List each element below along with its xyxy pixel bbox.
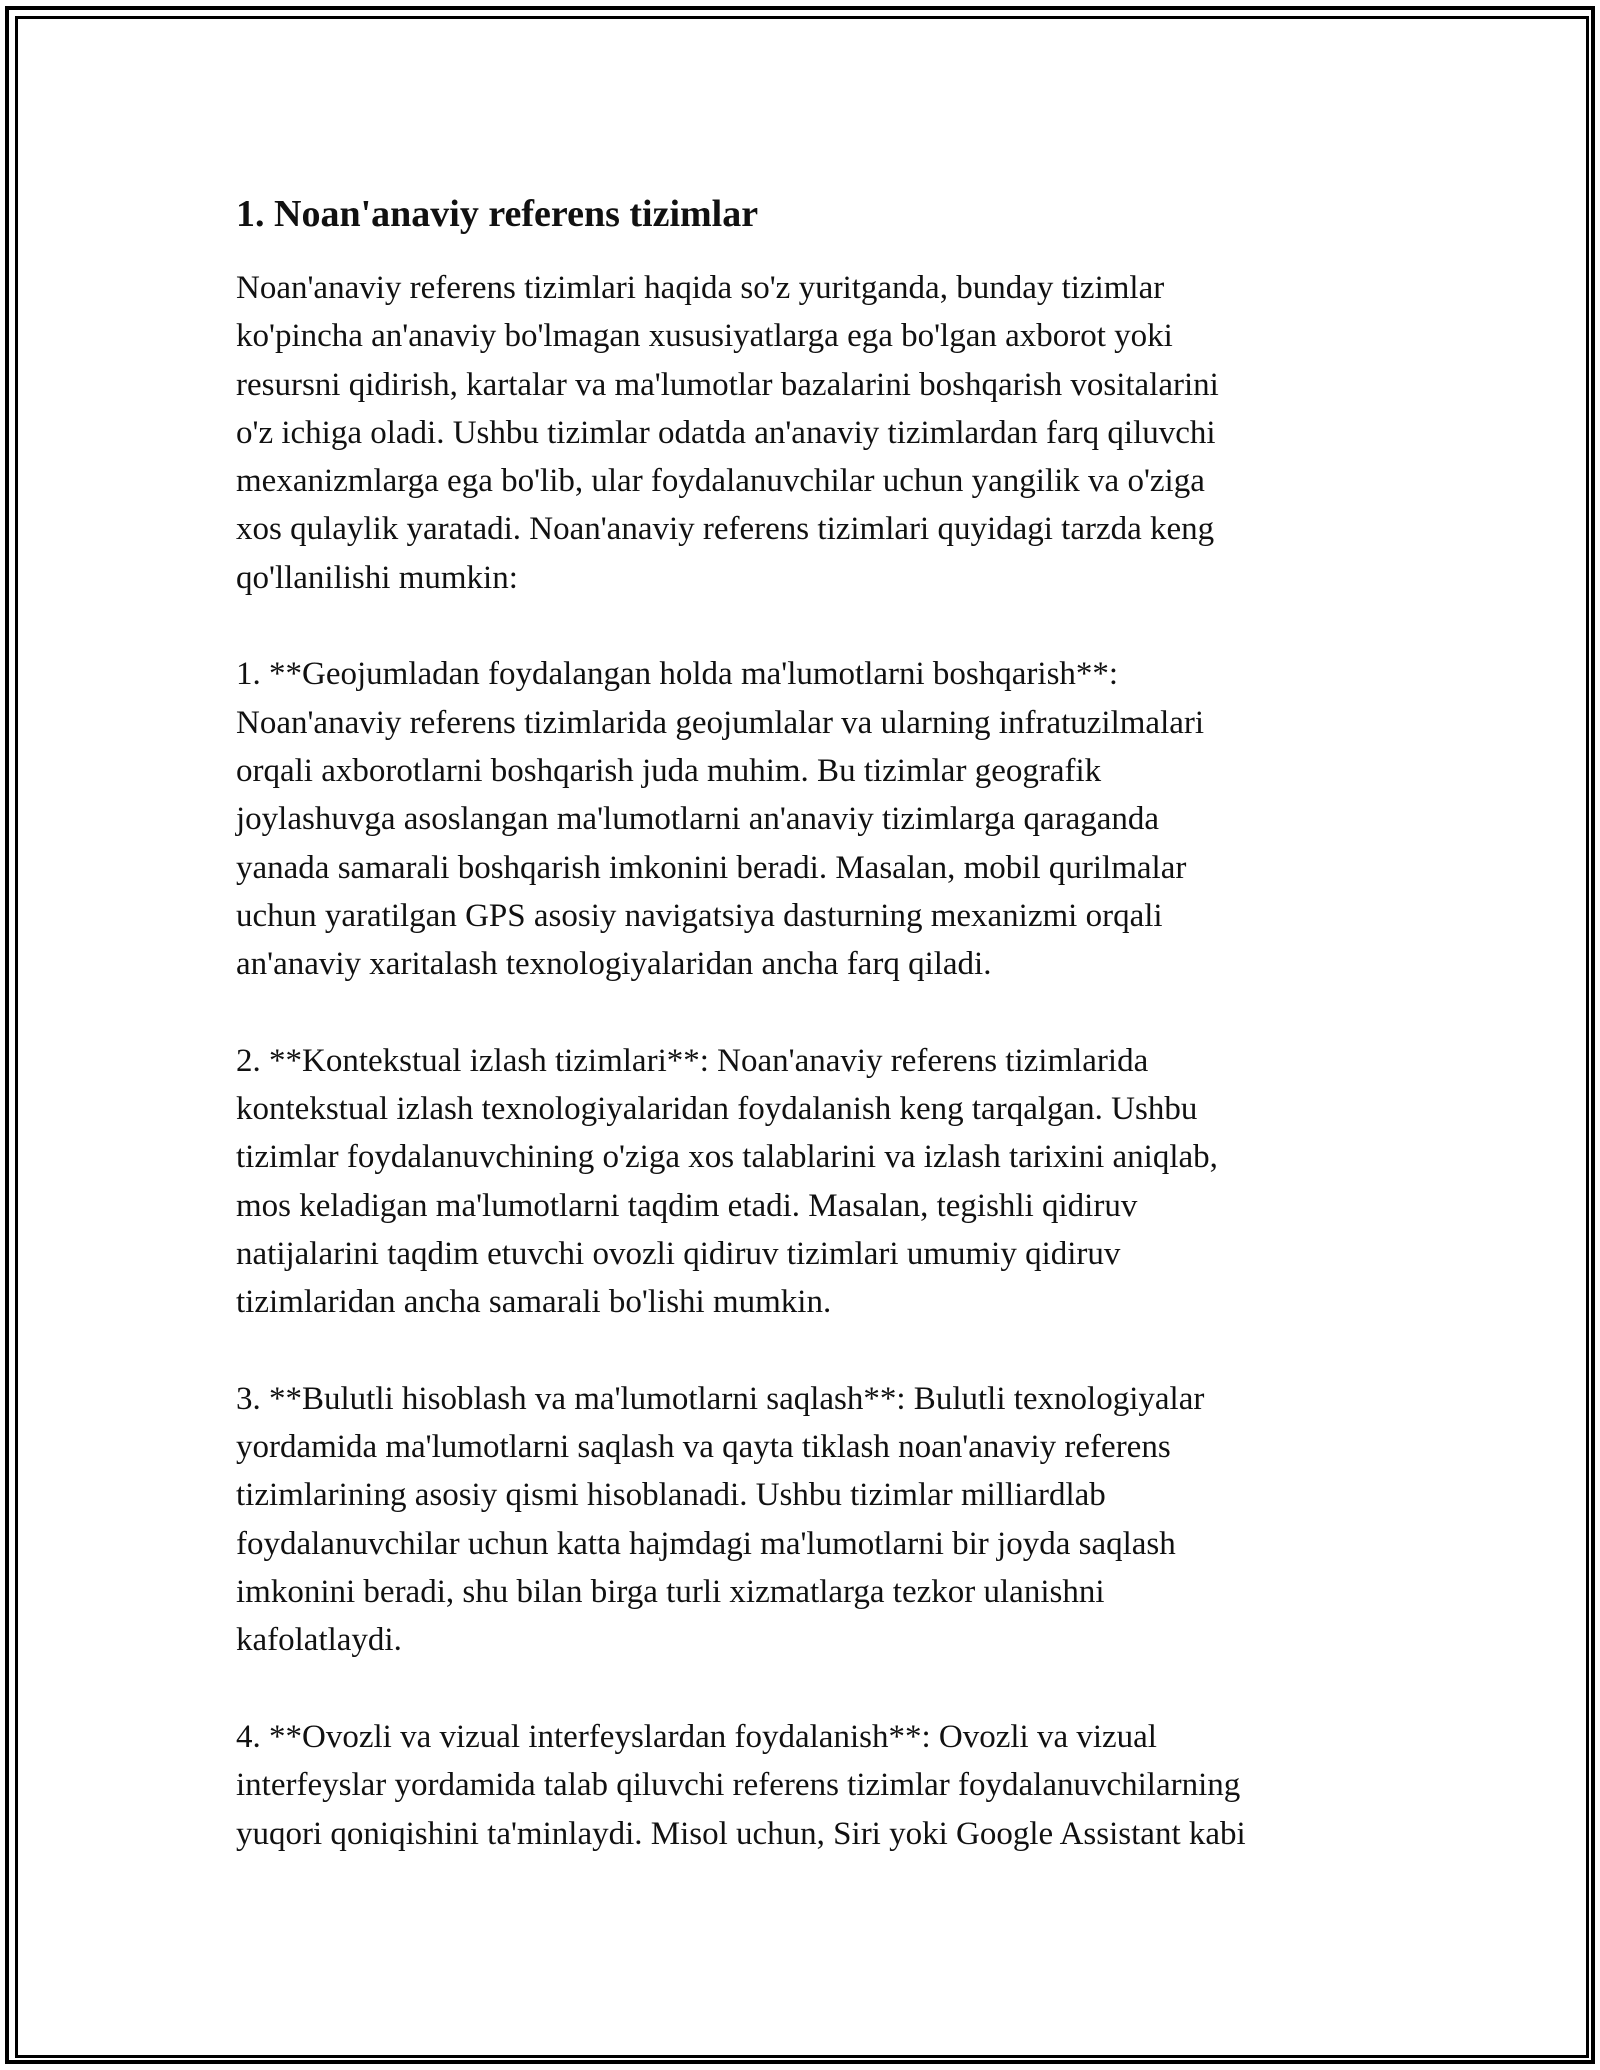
paragraph-spacer [236,1327,1376,1375]
intro-paragraph: Noan'anaviy referens tizimlari haqida so'z yuritganda, bunday tizimlar ko'pincha an'anaviy bo'lmagan xususiyatlarga ega bo'lgan axborot yoki resursni qidirish, kartalar va ma'lumotlar bazalarini boshqarish vositalarini o'z ichiga oladi. Ushbu tizimlar odatda an'anaviy tizimlardan farq qiluvchi mexanizmlarga ega bo'lib, ular foydalanuvchilar uchun yangilik va o'ziga xos qulaylik yaratadi. Noan'anaviy referens tizimlari quyidagi tarzda keng qo'llanilishi mumkin: [236,270,1219,596]
paragraph-spacer [236,1665,1376,1713]
list-item-bulutli-hisoblash: 3. **Bulutli hisoblash va ma'lumotlarni saqlash**: Bulutli texnologiyalar yordamida ma'lumotlarni saqlash va qayta tiklash noan'anaviy referens tizimlarining asosiy qismi hisoblanadi. Ushbu tizimlar milliardlab foydalanuvchilar uchun katta hajmdagi ma'lumotlarni bir joyda saqlash imkonini beradi, shu bilan birga turli xizmatlarga tezkor ulanishni kafolatlaydi. [236,1380,1205,1659]
document-body [236,190,1376,1858]
list-item-geojumla: 1. **Geojumladan foydalangan holda ma'lumotlarni boshqarish**: Noan'anaviy referens tizimlarida geojumlalar va ularning infratuzilmalari orqali axborotlarni boshqarish juda muhim. Bu tizimlar geografik joylashuvga asoslangan ma'lumotlarni an'anaviy tizimlarga qaraganda yanada samarali boshqarish imkonini beradi. Masalan, mobil qurilmalar uchun yaratilgan GPS asosiy navigatsiya dasturning mexanizmi orqali an'anaviy xaritalash texnologiyalaridan ancha farq qiladi. [236,656,1205,983]
section-heading: 1. Noan'anaviy referens tizimlar [236,193,759,235]
list-item-ovozli-interfeys: 4. **Ovozli va vizual interfeyslardan foydalanish**: Ovozli va vizual interfeyslar yordamida talab qiluvchi referens tizimlar foydalanuvchilarning yuqori qoniqishini ta'minlaydi. Misol uchun, Siri yoki Google Assistant kabi [236,1718,1246,1852]
paragraph-spacer [236,988,1376,1036]
list-item-kontekstual-izlash: 2. **Kontekstual izlash tizimlari**: Noan'anaviy referens tizimlarida kontekstual izlash texnologiyalaridan foydalanish keng tarqalgan. Ushbu tizimlar foydalanuvchining o'ziga xos talablarini va izlash tarixini aniqlab, mos keladigan ma'lumotlarni taqdim etadi. Masalan, tegishli qidiruv natijalarini taqdim etuvchi ovozli qidiruv tizimlari umumiy qidiruv tizimlaridan ancha samarali bo'lishi mumkin. [236,1042,1218,1321]
paragraph-spacer [236,602,1376,650]
